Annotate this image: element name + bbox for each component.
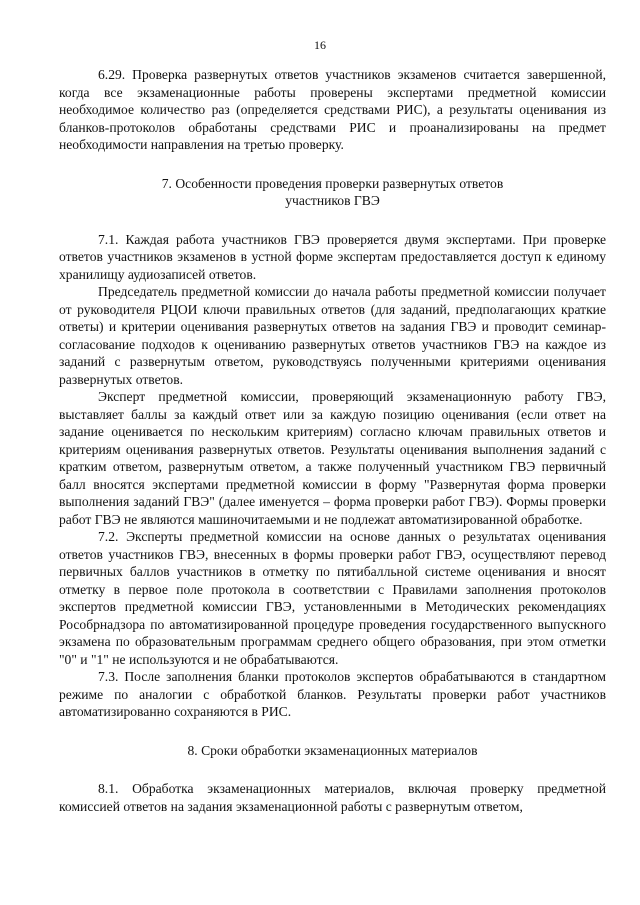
paragraph-8-1: 8.1. Обработка экзаменационных материалов, включая проверку предметной комиссией ответов на задания экзаменационной работы с развернутым ответом, xyxy=(59,781,606,814)
document-body xyxy=(59,66,606,815)
section-7-title-line-1: 7. Особенности проведения проверки развернутых ответов xyxy=(161,175,504,191)
paragraph-7-1-chairman: Председатель предметной комиссии до начала работы предметной комиссии получает от руководителя РЦОИ ключи правильных ответов (для заданий, предполагающих краткие ответы) и критерии оценивания развернутых ответов на задания ГВЭ и проводит семинар-согласование подходов к оцениванию развернутых ответов участников ГВЭ на каждое из заданий с развернутым ответом, руководствуясь полученными критериями оценивания развернутых ответов. xyxy=(59,284,606,387)
section-8-title: 8. Сроки обработки экзаменационных материалов xyxy=(187,742,478,758)
paragraph-6-29: 6.29. Проверка развернутых ответов участников экзаменов считается завершенной, когда все экзаменационные работы проверены экспертами предметной комиссии необходимое количество раз (определяется средствами РИС), а результаты оценивания из бланков-протоколов обработаны средствами РИС и проанализированы на предмет необходимости направления на третью проверку. xyxy=(59,67,606,152)
paragraph-7-1: 7.1. Каждая работа участников ГВЭ проверяется двумя экспертами. При проверке ответов участников экзаменов в устной форме экспертам предоставляется доступ к единому хранилищу аудиозаписей ответов. xyxy=(59,231,606,282)
paragraph-7-2: 7.2. Эксперты предметной комиссии на основе данных о результатах оценивания ответов участников ГВЭ, внесенных в формы проверки работ ГВЭ, осуществляют перевод первичных баллов участников в отметку по пятибалльной системе оценивания и вносят отметку в первое поле протокола в соответствии с Правилами заполнения протоколов экспертов предметной комиссии ГВЭ, установленными в Методических рекомендациях Рособрнадзора по автоматизированной процедуре проведения государственного выпускного экзамена по образовательным программам среднего общего образования, при этом отметки "0" и "1" не используются и не обрабатываются. xyxy=(59,529,606,667)
paragraph-7-3: 7.3. После заполнения бланки протоколов экспертов обрабатываются в стандартном режиме по аналогии с обработкой бланков. Результаты проверки работ участников автоматизированно сохраняются в РИС. xyxy=(59,669,606,719)
section-7-title-line-2: участников ГВЭ xyxy=(285,193,380,208)
paragraph-7-1-expert: Эксперт предметной комиссии, проверяющий экзаменационную работу ГВЭ, выставляет баллы за каждый ответ или за каждую позицию оценивания (если ответ на задание оценивается по нескольким критериям) согласно ключам правильных ответов и критериям оценивания развернутых ответов. Результаты оценивания выполнения заданий с кратким ответом, развернутым ответом, а также полученный участником ГВЭ первичный балл вносятся экспертами предметной комиссии в форму "Развернутая форма проверки выполнения заданий ГВЭ" (далее именуется – форма проверки работ ГВЭ). Формы проверки работ ГВЭ не являются машиночитаемыми и не подлежат автоматизированной обработке. xyxy=(59,389,606,527)
page-number: 16 xyxy=(314,38,326,52)
